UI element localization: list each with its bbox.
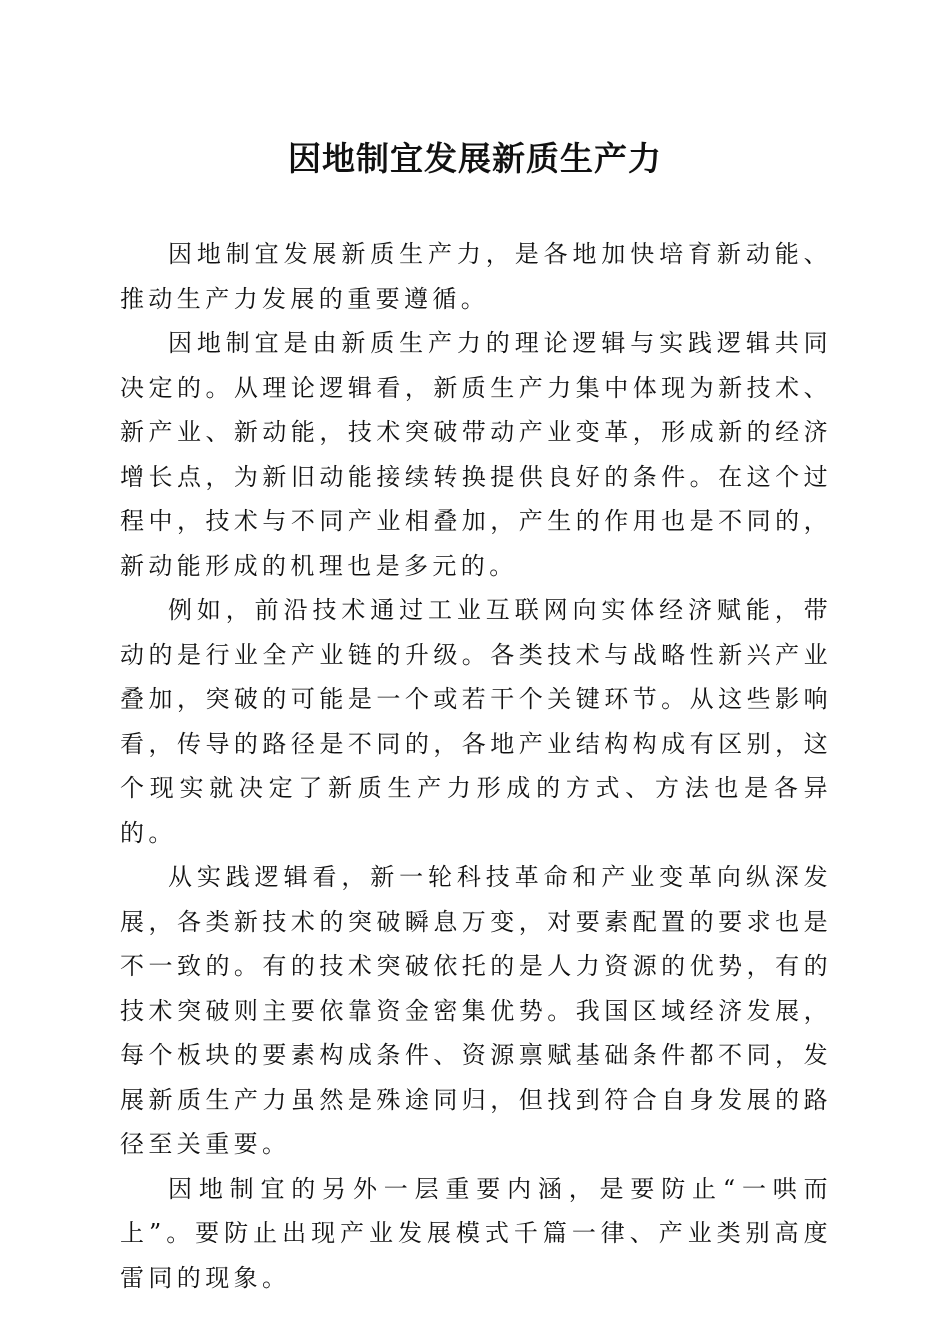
paragraph: 因地制宜的另外一层重要内涵，是要防止“一哄而上”。要防止出现产业发展模式千篇一律、产业类别高度雷同的现象。 [120, 1174, 832, 1292]
document-body [120, 232, 832, 1300]
document-title: 因地制宜发展新质生产力 [288, 139, 662, 178]
paragraph: 从实践逻辑看，新一轮科技革命和产业变革向纵深发展，各类新技术的突破瞬息万变，对要素配置的要求也是不一致的。有的技术突破依托的是人力资源的优势，有的技术突破则主要依靠资金密集优势。我国区域经济发展，每个板块的要素构成条件、资源禀赋基础条件都不同，发展新质生产力虽然是殊途同归，但找到符合自身发展的路径至关重要。 [120, 863, 832, 1158]
paragraph: 因地制宜发展新质生产力，是各地加快培育新动能、推动生产力发展的重要遵循。 [120, 240, 832, 313]
paragraph: 例如，前沿技术通过工业互联网向实体经济赋能，带动的是行业全产业链的升级。各类技术与战略性新兴产业叠加，突破的可能是一个或若干个关键环节。从这些影响看，传导的路径是不同的，各地产业结构构成有区别，这个现实就决定了新质生产力形成的方式、方法也是各异的。 [120, 596, 832, 847]
paragraph: 因地制宜是由新质生产力的理论逻辑与实践逻辑共同决定的。从理论逻辑看，新质生产力集中体现为新技术、新产业、新动能，技术突破带动产业变革，形成新的经济增长点，为新旧动能接续转换提供良好的条件。在这个过程中，技术与不同产业相叠加，产生的作用也是不同的，新动能形成的机理也是多元的。 [120, 329, 832, 580]
